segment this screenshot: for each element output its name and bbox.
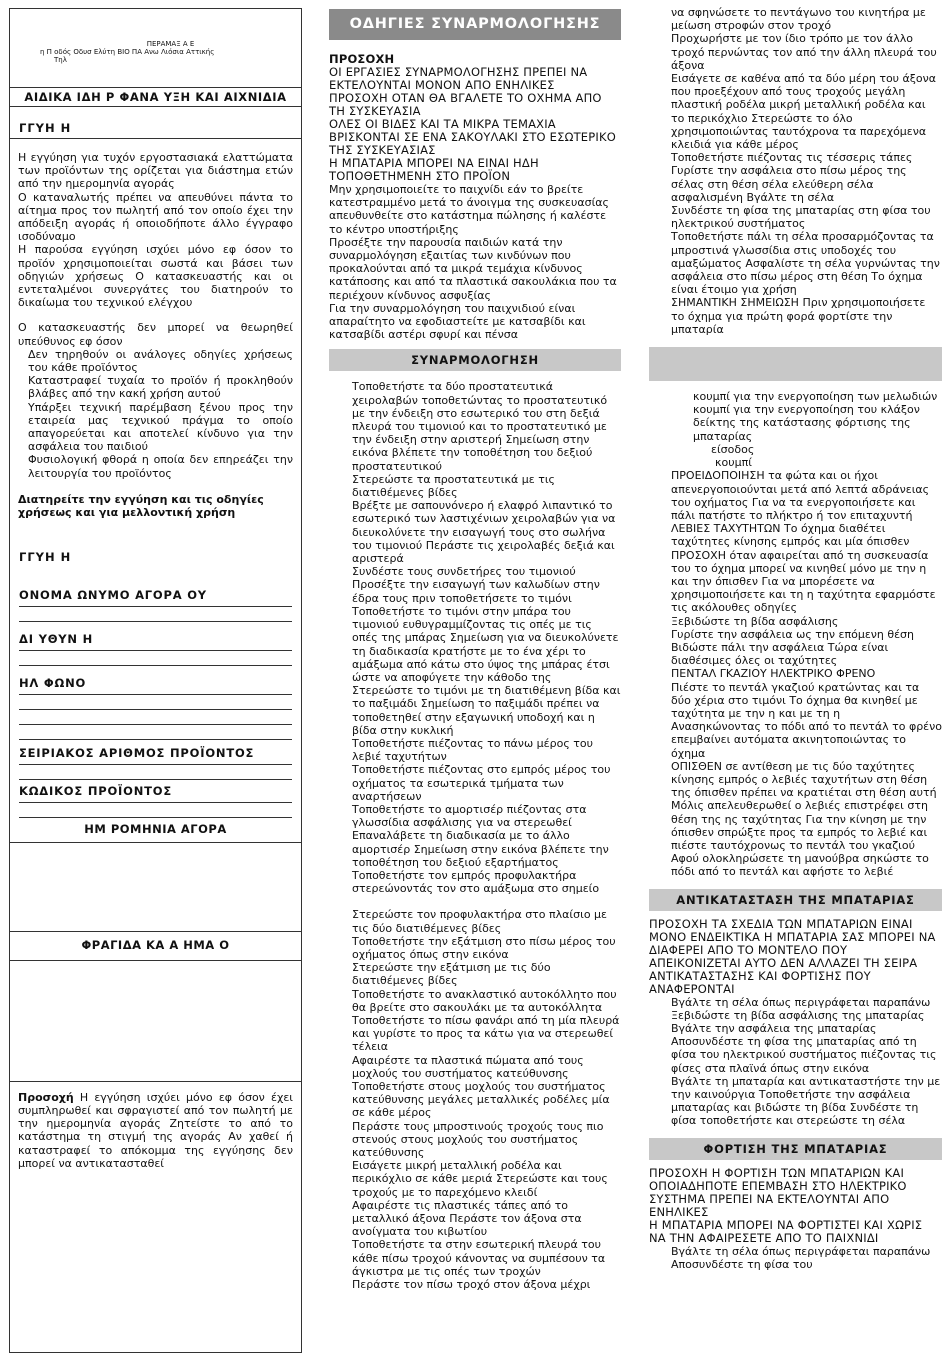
assembly-step: Βρέξτε με σαπουνόνερο ή ελαφρό λιπαντικό το εσωτερικό των λαστιχένιων χειρολαβών για να διευκολύνετε την εισαγωγή τους στο σωλήνα του τιμονιού Περάστε τις χειρολαβές δεξιά και αριστερά [352,499,616,566]
control-item: κουμπί για την ενεργοποίηση του κλάξον [693,403,920,417]
assembly-step: Αφαιρέστε τις πλαστικές τάπες από το μεταλλικό άξονα Περάστε τον άξονα στα ανοίγματα του κιβωτίου [352,1198,582,1239]
assembly-step: Τοποθετήστε πιέζοντας το πάνω μέρος του λεβιέ ταχυτήτων [352,736,593,764]
assembly-step: Τοποθετήστε το αμορτισέρ πιέζοντας στα γλωσσίδια ασφάλισης για να στερεωθεί [352,802,587,830]
assembly-step: Τοποθετήστε πάλι τη σέλα προσαρμόζοντας τα μπροστινά γλωσσίδια στις υποδοχές του αμαξώματος Ασφαλίστε τη σέλα γυρνώντας την ασφάλεια στο πίσω μέρος στη θέση Το όχημα είναι έτοιμο για χρήση [671,230,940,297]
assembly-step: Συνδέστε τη φίσα της μπαταρίας στη φίσα του ηλεκτρικού συστήματος [671,204,931,231]
control-item: δείκτης της κατάστασης φόρτισης της μπαταρίας [693,416,911,443]
charge-step: Βγάλτε τη σέλα όπως περιγράφεται παραπάνω Αποσυνδέστε τη φίσα του [671,1244,931,1271]
warranty-condition: Φυσιολογική φθορά η οποία δεν επηρεάζει την λειτουργία του προϊόντος [28,453,293,480]
assembly-step: Προχωρήστε με τον ίδιο τρόπο με τον άλλο τροχό περνώντας τον από την άλλη πλευρά του άξονα [671,32,937,72]
company-phone: Τηλ [54,56,67,64]
assembly-step: Στερεώστε τα προστατευτικά με τις διατιθέμενες βίδες [352,472,555,500]
operation-note: Ξεβιδώστε τη βίδα ασφάλισης [671,614,839,628]
battery-charge-heading: ΦΟΡΤΙΣΗ ΤΗΣ ΜΠΑΤΑΡΙΑΣ [649,1138,942,1160]
assembly-step: Στερεώστε τον προφυλακτήρα στο πλαίσιο με τις δύο διατιθέμενες βίδες [352,908,608,935]
intro-text: Προσέξτε την παρουσία παιδιών κατά την συναρμολόγηση εξαιτίας των κινδύνων που προκαλούνται από τα μικρά τεμάχια κίνδυνος κατάποσης και από τα πλαστικά σακουλάκια που τα περιέχουν κίνδυνος ασφυξίας [329,235,617,302]
battery-step: Βγάλτε τη μπαταρία και αντικαταστήστε την με την καινούργια Τοποθετήστε την ασφάλεια μπαταρίας και βιδώστε τη βίδα Συνδέστε τη φίσα τοποθετήστε και στερεώστε τη σέλα [671,1074,941,1128]
operation-column [649,0,942,1271]
assembly-step: να σφηνώσετε το πεντάγωνο του κινητήρα με μείωση στροφών στον τροχό [671,6,926,33]
battery-replace-warning: ΠΡΟΣΟΧΗ ΤΑ ΣΧΕΔΙΑ ΤΩΝ ΜΠΑΤΑΡΙΩΝ ΕΙΝΑΙ ΜΟΝΟ ΕΝΔΕΙΚΤΙΚΑ Η ΜΠΑΤΑΡΙΑ ΣΑΣ ΜΠΟΡΕΙ ΝΑ ΔΙΑΦΕΡΕΙ ΑΠΟ ΤΟ ΜΟΝΤΕΛΟ ΠΟΥ ΑΠΕΙΚΟΝΙΖΕΤΑΙ ΑΥΤΟ ΔΕΝ ΑΛΛΑΖΕΙ ΤΗ ΣΕΙΡΑ ΑΝΤΙΚΑΤΑΣΤΑΣΗΣ ΚΑΙ ΦΟΡΤΙΣΗΣ ΠΟΥ ΑΝΑΦΕΡΟΝΤΑΙ [649,916,936,996]
charge-warning: ΠΡΟΣΟΧΗ Η ΦΟΡΤΙΣΗ ΤΩΝ ΜΠΑΤΑΡΙΩΝ ΚΑΙ ΟΠΟΙΑΔΗΠΟΤΕ ΕΠΕΜΒΑΣΗ ΣΤΟ ΗΛΕΚΤΡΙΚΟ ΣΥΣΤΗΜΑ ΠΡΕΠΕΙ ΝΑ ΕΚΤΕΛΟΥΝΤΑΙ ΑΠΟ ΕΝΗΛΙΚΕΣ [649,1165,907,1219]
assembly-step: Επαναλάβετε τη διαδικασία με το άλλο αμορτισέρ Σημείωση στην εικόνα βλέπετε την τοποθέτηση του δεξιού εξαρτήματος [352,829,609,869]
caps-warning: ΟΛΕΣ ΟΙ ΒΙΔΕΣ ΚΑΙ ΤΑ ΜΙΚΡΑ ΤΕΜΑΧΙΑ ΒΡΙΣΚΟΝΤΑΙ ΣΕ ΕΝΑ ΣΑΚΟΥΛΑΚΙ ΣΤΟ ΕΣΩΤΕΡΙΚΟ ΤΗΣ ΣΥΣΚΕΥΑΣΙΑΣ [329,117,616,157]
operation-note: ΠΡΟΕΙΔΟΠΟΙΗΣΗ τα φώτα και οι ήχοι απενεργοποιούνται μετά από λεπτά αδράνειας του οχήματος Για να τα ενεργοποιήσετε και πάλι πατήστε το πλήκτρο ή τον επιταχυντή [671,469,930,522]
field-buyer-name: ΟΝΟΜΑ ΩΝΥΜΟ ΑΓΟΡΑ ΟΥ [19,587,207,602]
assembly-column [329,0,621,1291]
company-header [10,9,301,65]
assembly-step: Συνδέστε τους συνδετήρες του τιμονιού [352,565,576,579]
stamp-label: ΦΡΑΓΙΔΑ ΚΑ Α ΗΜΑ Ο [81,937,230,952]
assembly-step: Στερεώστε την εξάτμιση με τις δύο διατιθέμενες βίδες [352,961,551,988]
important-note: ΣΗΜΑΝΤΙΚΗ ΣΗΜΕΙΩΣΗ Πριν χρησιμοποιήσετε το όχημα για πρώτη φορά φορτίστε την μπαταρία [671,296,926,336]
assembly-step: Τοποθετήστε το τιμόνι στην μπάρα του τιμονιού ευθυγραμμίζοντας τις οπές με τις οπές της μπάρας Σημείωση για να διευκολύνετε τη διαδικασία κρατήστε με το ένα χέρι το αμάξωμα από κάτω στο ύψος της μπάρας έτσι ώστε να αποφύγετε την κάθοδο της [352,604,619,684]
fill-line[interactable] [19,651,292,666]
operation-note: Γυρίστε την ασφάλεια ως την επόμενη θέση [671,627,914,641]
attention-label: ΠΡΟΣΟΧΗ [329,52,395,66]
fill-line[interactable] [19,803,292,818]
field-purchase-date: ΗΜ ΡΟΜΗΝΙΑ ΑΓΟΡΑ [84,821,227,836]
assembly-heading: ΣΥΝΑΡΜΟΛΟΓΗΣΗ [329,349,621,371]
assembly-step: Τοποθετήστε στους μοχλούς του συστήματος κατεύθυνσης μεγάλες μεταλλικές ροδέλες μία σε κάθε μέρος [352,1080,610,1120]
stamp-box[interactable] [10,960,301,1081]
controls-list [649,390,942,469]
operation-note: ΛΕΒΙΕΣ ΤΑΧΥΤΗΤΩΝ Το όχημα διαθέτει ταχύτητες κίνησης εμπρός και μία όπισθεν [671,522,910,549]
battery-replace-heading: ΑΝΤΙΚΑΤΑΣΤΑΣΗ ΤΗΣ ΜΠΑΤΑΡΙΑΣ [649,889,942,911]
warranty-heading-2: ΓΓΥΗ Η [19,549,72,564]
fill-line[interactable] [19,725,292,740]
assembly-step: Εισάγετε μικρή μεταλλική ροδέλα και περικόχλιο σε κάθε μεριά Στερεώστε και τους τροχούς με το παρεχόμενο κλειδί [352,1159,608,1199]
assembly-step: Αφαιρέστε τα πλαστικά πώματα από τους μοχλούς του συστήματος κατεύθυνσης [352,1053,584,1080]
operation-note: ΠΡΟΣΟΧΗ όταν αφαιρείται από τη συσκευασία του το όχημα μπορεί να κινηθεί μόνο με την η και την όπισθεν Για να μπορέσετε να χρησιμοποιήσετε και τη η ταχύτητα εφαρμόστε τις ακόλουθες οδηγίες [671,548,936,615]
assembly-step: Τοποθετήστε τα στην εσωτερική πλευρά του κάθε πίσω τροχού κάνοντας να συμπέσουν τα άγκιστρα με τις οπές των τροχών [352,1238,606,1278]
control-item: κουμπί [715,456,752,470]
caps-warning: ΠΡΟΣΟΧΗ ΟΤΑΝ ΘΑ ΒΓΑΛΕΤΕ ΤΟ ΟΧΗΜΑ ΑΠΟ ΤΗ ΣΥΣΚΕΥΑΣΙΑ [329,91,602,118]
warranty-text-1: Η εγγύηση για τυχόν εργοστασιακά ελαττώματα των προϊόντων της ορίζεται για διάστημα ετών από την ημερομηνία αγοράς [18,151,293,191]
warranty-card [9,8,302,1353]
warranty-condition: Καταστραφεί τυχαία το προϊόν ή προκληθούν βλάβες από την κακή χρήση αυτού [28,374,293,401]
operation-note: ΠΕΝΤΑΛ ΓΚΑΖΙΟΥ ΗΛΕΚΤΡΙΚΟ ΦΡΕΝΟ [671,667,876,681]
battery-step: Αποσυνδέστε τη φίσα της μπαταρίας από τη φίσα του ηλεκτρικού συστήματος πιέζοντας τις φίσες στα πλαϊνά όπως στην εικόνα [671,1035,937,1075]
warranty-condition: Δεν τηρηθούν οι ανάλογες οδηγίες χρήσεως του κάθε προϊόντος [28,347,293,375]
assembly-step: Περάστε τους μπροστινούς τροχούς τους πιο στενούς στους μοχλούς του συστήματος κατεύθυνσης [352,1119,604,1160]
card-title: ΑΙΔΙΚΑ ΙΔΗ Ρ ΦΑΝΑ ΥΞΗ ΚΑΙ ΑΙΧΝΙΔΙΑ [10,87,301,107]
fill-line[interactable] [19,695,292,710]
footer-note-label: Προσοχή [18,1090,74,1104]
keep-note: Διατηρείτε την εγγύηση και τις οδηγίες χρήσεως και για μελλοντική χρήση [18,492,264,520]
operation-note: Βιδώστε πάλι την ασφάλεια Τώρα είναι διαθέσιμες όλες οι ταχύτητες [671,640,889,668]
intro-text: Μην χρησιμοποιείτε το παιχνίδι εάν το βρείτε κατεστραμμένο μετά το άνοιγμα της συσκευασίας απευθυνθείτε στο κατάστημα πώλησης ή καλέστε το κέντρο υποστήριξης [329,183,610,236]
footer-note [10,1081,301,1170]
assembly-step: Τοποθετήστε πιέζοντας στο εμπρός μέρος του οχήματος τα εσωτερικά τμήματα των αναρτήσεων [352,763,611,803]
warranty-text-4: Ο κατασκευαστής δεν μπορεί να θεωρηθεί υπεύθυνος εφ όσον [18,321,293,348]
operation-note: Ανασηκώνοντας το πόδι από το πεντάλ το φρένο επεμβαίνει αυτόματα ακινητοποιώντας το όχημα [671,720,943,760]
assembly-step: Στερεώστε το τιμόνι με τη διατιθέμενη βίδα και το παξιμάδι Σημείωση το παξιμάδι πρέπει να τοποθετηθεί στην εξαγωνική υποδοχή και η βίδα στην κυκλική [352,684,621,737]
footer-note-text: Η εγγύηση ισχύει μόνο εφ όσον έχει συμπληρωθεί και σφραγιστεί από τον πωλητή με την ημερομηνία αγοράς Ζητείστε το από το κατάστημα τη στιγμή της αγοράς Αν χαθεί ή καταστραφεί το απόκομμα της εγγύησης δεν μπορεί να αντικατασταθεί [18,1090,293,1170]
blank-gray-bar [649,347,942,381]
field-phone: ΗΛ ΦΩΝΟ [19,675,87,690]
caps-warning: ΟΙ ΕΡΓΑΣΙΕΣ ΣΥΝΑΡΜΟΛΟΓΗΣΗΣ ΠΡΕΠΕΙ ΝΑ ΕΚΤΕΛΟΥΝΤΑΙ ΜΟΝΟΝ ΑΠΟ ΕΝΗΛΙΚΕΣ [329,65,588,92]
intro-text: Για την συναρμολόγηση του παιχνιδιού είναι απαραίτητο να εφοδιαστείτε με κατσαβίδι και κατσαβίδι αστέρι σφυρί και πένσα [329,301,586,342]
company-name: ΠΕΡΑΜΑΞ Α Ε [146,40,195,48]
instructions-heading: ΟΔΗΓΙΕΣ ΣΥΝΑΡΜΟΛΟΓΗΣΗΣ [329,9,621,40]
date-box[interactable] [10,842,301,931]
fill-line[interactable] [19,765,292,780]
warranty-heading: ΓΓΥΗ Η [19,121,72,135]
field-product-code: ΚΩΔΙΚΟΣ ΠΡΟΪΟΝΤΟΣ [19,783,172,798]
control-item: είσοδος [711,442,755,456]
battery-replace-steps [649,996,942,1128]
assembly-step: Τοποθετήστε πιέζοντας τις τέσσερις τάπες [671,151,913,165]
operation-note: ΟΠΙΣΘΕΝ σε αντίθεση με τις δύο ταχύτητες κίνησης εμπρός ο λεβιές ταχυτήτων στη θέση της όπισθεν πρέπει να κρατιέται στη θέση αυτή Μόλις απελευθερωθεί ο λεβιές επιστρέφει στη θέση της ης ταχύτητας Για την κίνηση με την όπισθεν σπρώξτε προς τα εμπρός το λεβιέ και πιέστε ταυτόχρονως το πεντάλ του γκαζιού Αφού ολοκληρώσετε τη μανούβρα σηκώστε το πόδι από το πεντάλ και αφήστε το λεβιέ [671,759,937,879]
warranty-text-3: Η παρούσα εγγύηση ισχύει μόνο εφ όσον το προϊόν χρησιμοποιείται σωστά και βάσει των οδηγιών χρήσεως Ο κατασκευαστής και οι εντεταλμένοι συνεργάτες του διατηρούν το δικαίωμα του τεχνικού ελέγχου [18,243,293,310]
fill-line[interactable] [19,710,292,725]
warranty-condition: Υπάρξει τεχνική παρέμβαση ξένου προς την εταιρεία μας τεχνικού πράγμα το οποίο απαγορεύεται και αποτελεί κίνδυνο για την ασφάλεια του παιδιού [28,400,293,454]
operation-notes [649,469,942,878]
charge-warning: Η ΜΠΑΤΑΡΙΑ ΜΠΟΡΕΙ ΝΑ ΦΟΡΤΙΣΤΕΙ ΚΑΙ ΧΩΡΙΣ ΝΑ ΤΗΝ ΑΦΑΙΡΕΣΕΤΕ ΑΠΟ ΤΟ ΠΑΙΧΝΙΔΙ [649,1217,923,1245]
assembly-step: Εισάγετε σε καθένα από τα δύο μέρη του άξονα που προεξέχουν από τους τροχούς μεγάλη πλαστική ροδέλα μικρή μεταλλική ροδέλα και το περικόχλιο Στερεώστε το όλο χρησιμοποιώντας ταυτόχρονα τα παρεχόμενα κλειδιά για κάθε μέρος [671,72,937,152]
assembly-step: Τοποθετήστε τα δύο προστατευτικά χειρολαβών τοποθετώντας το προστατευτικό με την ένδειξη στο εσωτερικό του στη δεξιά πλευρά του τιμονιού και το προστατευτικό με την ένδειξη στην αριστερή Σημείωση στην εικόνα βλέπετε την τοποθέτηση του δεξιού προστατευτικού [352,380,608,473]
assembly-step: Γυρίστε την ασφάλεια στο πίσω μέρος της σέλας στη θέση σέλα ελεύθερη σέλα ασφαλισμένη Βγάλτε τη σέλα [671,164,907,204]
assembly-step: Τοποθετήστε την εξάτμιση στο πίσω μέρος του οχήματος όπως στην εικόνα [352,934,616,961]
stamp-header [10,931,301,960]
continued-steps [649,6,942,336]
field-serial-number: ΣΕΙΡΙΑΚΟΣ ΑΡΙΘΜΟΣ ΠΡΟΪΟΝΤΟΣ [19,745,255,760]
company-address: η Π οδός Οδυσ Ελύτη ΒΙΟ ΠΑ Ανω Λιόσια Αττικής [40,48,215,56]
assembly-steps [329,380,621,1291]
assembly-step: Περάστε τον πίσω τροχό στον άξονα μέχρι [352,1278,591,1292]
warranty-text-2: Ο καταναλωτής πρέπει να απευθύνει πάντα το αίτημα προς τον πωλητή από τον οποίο έχει την απόδειξη αγοράς ή οποιοδήποτε άλλο έγγραφο ισοδύναμο [18,190,293,244]
operation-note: Πιέστε το πεντάλ γκαζιού κρατώντας και τα δύο χέρια στο τιμόνι Το όχημα θα κινηθεί με ταχύτητα με την η και με τη η [671,680,920,720]
control-item: κουμπί για την ενεργοποίηση των μελωδιών [693,390,938,404]
assembly-step: Τοποθετήστε το πίσω φανάρι από τη μία πλευρά και γυρίστε το προς τα κάτω για να στερεωθεί τέλεια [352,1013,620,1054]
assembly-step: Τοποθετήστε τον εμπρός προφυλακτήρα στερεώνοντάς τον στο αμάξωμα στο σημείο [352,868,600,896]
assembly-step: Τοποθετήστε το ανακλαστικό αυτοκόλλητο που θα βρείτε στο σακουλάκι με τα αυτοκόλλητα [352,987,617,1014]
caps-warning: Η ΜΠΑΤΑΡΙΑ ΜΠΟΡΕΙ ΝΑ ΕΙΝΑΙ ΗΔΗ ΤΟΠΟΘΕΤΗΜΕΝΗ ΣΤΟ ΠΡΟΪΟΝ [329,156,539,183]
fill-line[interactable] [19,607,292,622]
battery-step: Βγάλτε τη σέλα όπως περιγράφεται παραπάνω Ξεβιδώστε τη βίδα ασφάλισης της μπαταρίας Βγάλτε την ασφάλεια της μπαταρίας [671,995,931,1035]
field-address: ΔΙ ΥΘΥΝ Η [19,631,94,646]
assembly-step: Προσέξτε την εισαγωγή των καλωδίων στην έδρα τους πριν τοποθετήσετε το τιμόνι [352,578,600,605]
